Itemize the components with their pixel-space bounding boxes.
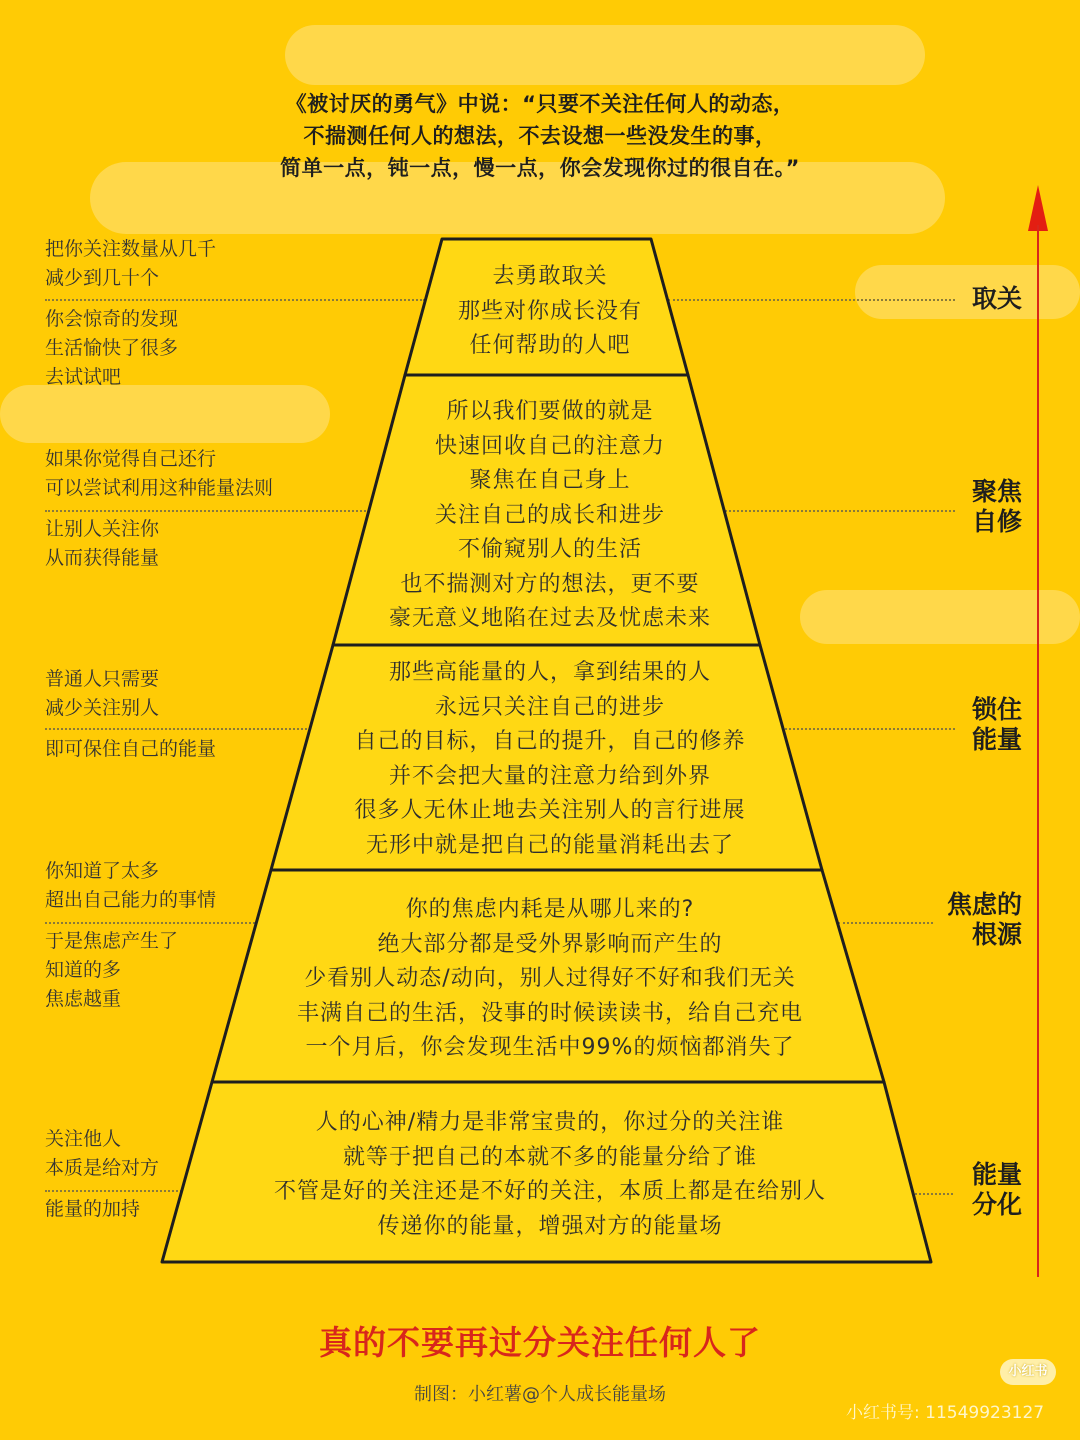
note-line: 可以尝试利用这种能量法则 bbox=[45, 477, 274, 499]
note-level-2-top bbox=[45, 445, 273, 503]
level-line: 无形中就是把自己的能量消耗出去了 bbox=[365, 832, 734, 858]
level-line: 所以我们要做的就是 bbox=[446, 399, 654, 424]
level-line: 任何帮助的人吧 bbox=[469, 333, 631, 358]
level-line: 一个月后，你会发现生活中99%的烦恼都消失了 bbox=[305, 1035, 795, 1060]
arrow-shaft bbox=[1037, 225, 1039, 1277]
note-line: 你知道了太多 bbox=[45, 860, 160, 882]
note-line: 把你关注数量从几千 bbox=[45, 238, 217, 260]
tier-label-line: 锁住 bbox=[971, 695, 1022, 724]
note-line: 焦虑越重 bbox=[45, 988, 122, 1010]
tier-label-line: 聚焦 bbox=[971, 477, 1022, 506]
note-line: 知道的多 bbox=[45, 959, 122, 981]
level-line: 少看别人动态/动向，别人过得好不好和我们无关 bbox=[304, 966, 796, 991]
tier-label-2 bbox=[972, 477, 1022, 537]
level-line: 永远只关注自己的进步 bbox=[434, 694, 665, 720]
level-line: 快速回收自己的注意力 bbox=[434, 433, 665, 459]
tier-label-4 bbox=[947, 890, 1022, 950]
quote-line: 《被讨厌的勇气》中说：“只要不关注任何人的动态， bbox=[285, 92, 795, 116]
level-line: 不偷窥别人的生活 bbox=[457, 537, 642, 562]
note-line: 关注他人 bbox=[45, 1128, 122, 1150]
note-level-4-bottom bbox=[45, 927, 178, 1014]
note-line: 超出自己能力的事情 bbox=[45, 889, 217, 911]
level-line: 绝大部分都是受外界影响而产生的 bbox=[377, 931, 723, 957]
tier-label-line: 能量 bbox=[971, 725, 1022, 754]
note-level-5-top bbox=[45, 1125, 159, 1183]
level-line: 也不揣测对方的想法，更不要 bbox=[400, 571, 700, 597]
note-line: 从而获得能量 bbox=[45, 547, 160, 569]
note-line: 普通人只需要 bbox=[45, 668, 160, 690]
tier-label-line: 分化 bbox=[971, 1190, 1022, 1219]
note-level-1-top bbox=[45, 235, 216, 293]
level-line: 豪无意义地陷在过去及忧虑未来 bbox=[388, 606, 711, 631]
credit-text: 制图：小红薯@个人成长能量场 bbox=[414, 1384, 666, 1405]
note-line: 生活愉快了很多 bbox=[45, 337, 179, 359]
level-line: 丰满自己的生活，没事的时候读读书，给自己充电 bbox=[296, 1000, 803, 1026]
note-line: 减少关注别人 bbox=[45, 697, 160, 719]
note-level-3-bottom bbox=[45, 735, 216, 764]
quote-line: 不揣测任何人的想法，不去设想一些没发生的事， bbox=[303, 124, 777, 148]
note-level-4-top bbox=[45, 857, 216, 915]
level-line: 自己的目标，自己的提升，自己的修养 bbox=[354, 729, 746, 754]
note-level-1-bottom bbox=[45, 305, 178, 392]
tier-label-line: 能量 bbox=[971, 1160, 1022, 1189]
note-line: 即可保住自己的能量 bbox=[45, 738, 217, 760]
level-3-text bbox=[160, 656, 940, 863]
note-level-3-top bbox=[45, 665, 159, 723]
note-line: 让别人关注你 bbox=[45, 518, 160, 540]
quote-line: 简单一点，钝一点，慢一点，你会发现你过的很自在。” bbox=[280, 156, 800, 180]
level-1-text bbox=[160, 260, 940, 364]
note-line: 去试试吧 bbox=[45, 366, 122, 388]
quote-block bbox=[0, 88, 1080, 184]
level-5-text bbox=[160, 1106, 940, 1244]
level-line: 聚焦在自己身上 bbox=[469, 468, 631, 493]
note-line: 能量的加持 bbox=[45, 1198, 141, 1220]
tier-label-line: 根源 bbox=[971, 920, 1022, 949]
level-line: 那些对你成长没有 bbox=[457, 298, 642, 324]
level-line: 那些高能量的人，拿到结果的人 bbox=[388, 660, 711, 685]
note-line: 本质是给对方 bbox=[45, 1157, 160, 1179]
note-line: 如果你觉得自己还行 bbox=[45, 448, 217, 470]
level-line: 并不会把大量的注意力给到外界 bbox=[388, 763, 711, 789]
tier-label-3 bbox=[972, 695, 1022, 755]
watermark-badge: 小红书 bbox=[1000, 1359, 1056, 1385]
headline: 真的不要再过分关注任何人了 bbox=[319, 1323, 761, 1362]
watermark-id: 小红书号: 11549923127 bbox=[846, 1403, 1045, 1423]
level-line: 传递你的能量，增强对方的能量场 bbox=[377, 1213, 723, 1239]
tier-label-line: 焦虑的 bbox=[946, 890, 1022, 919]
level-line: 你的焦虑内耗是从哪儿来的? bbox=[405, 897, 695, 922]
note-level-2-bottom bbox=[45, 515, 159, 573]
level-line: 去勇敢取关 bbox=[492, 264, 608, 289]
note-line: 你会惊奇的发现 bbox=[45, 308, 179, 330]
note-line: 减少到几十个 bbox=[45, 267, 160, 289]
level-line: 不管是好的关注还是不好的关注，本质上都是在给别人 bbox=[273, 1179, 826, 1204]
note-line: 于是焦虑产生了 bbox=[45, 930, 179, 952]
tier-label-line: 取关 bbox=[971, 284, 1022, 313]
tier-label-5 bbox=[972, 1160, 1022, 1220]
tier-label-1 bbox=[972, 284, 1022, 314]
note-level-5-bottom bbox=[45, 1195, 140, 1224]
level-line: 很多人无休止地去关注别人的言行进展 bbox=[354, 798, 746, 823]
level-line: 关注自己的成长和进步 bbox=[434, 502, 665, 528]
level-line: 人的心神/精力是非常宝贵的，你过分的关注谁 bbox=[315, 1110, 785, 1135]
level-2-text bbox=[160, 395, 940, 637]
level-4-text bbox=[160, 893, 940, 1066]
tier-label-line: 自修 bbox=[971, 507, 1022, 536]
level-line: 就等于把自己的本就不多的能量分给了谁 bbox=[342, 1144, 757, 1170]
